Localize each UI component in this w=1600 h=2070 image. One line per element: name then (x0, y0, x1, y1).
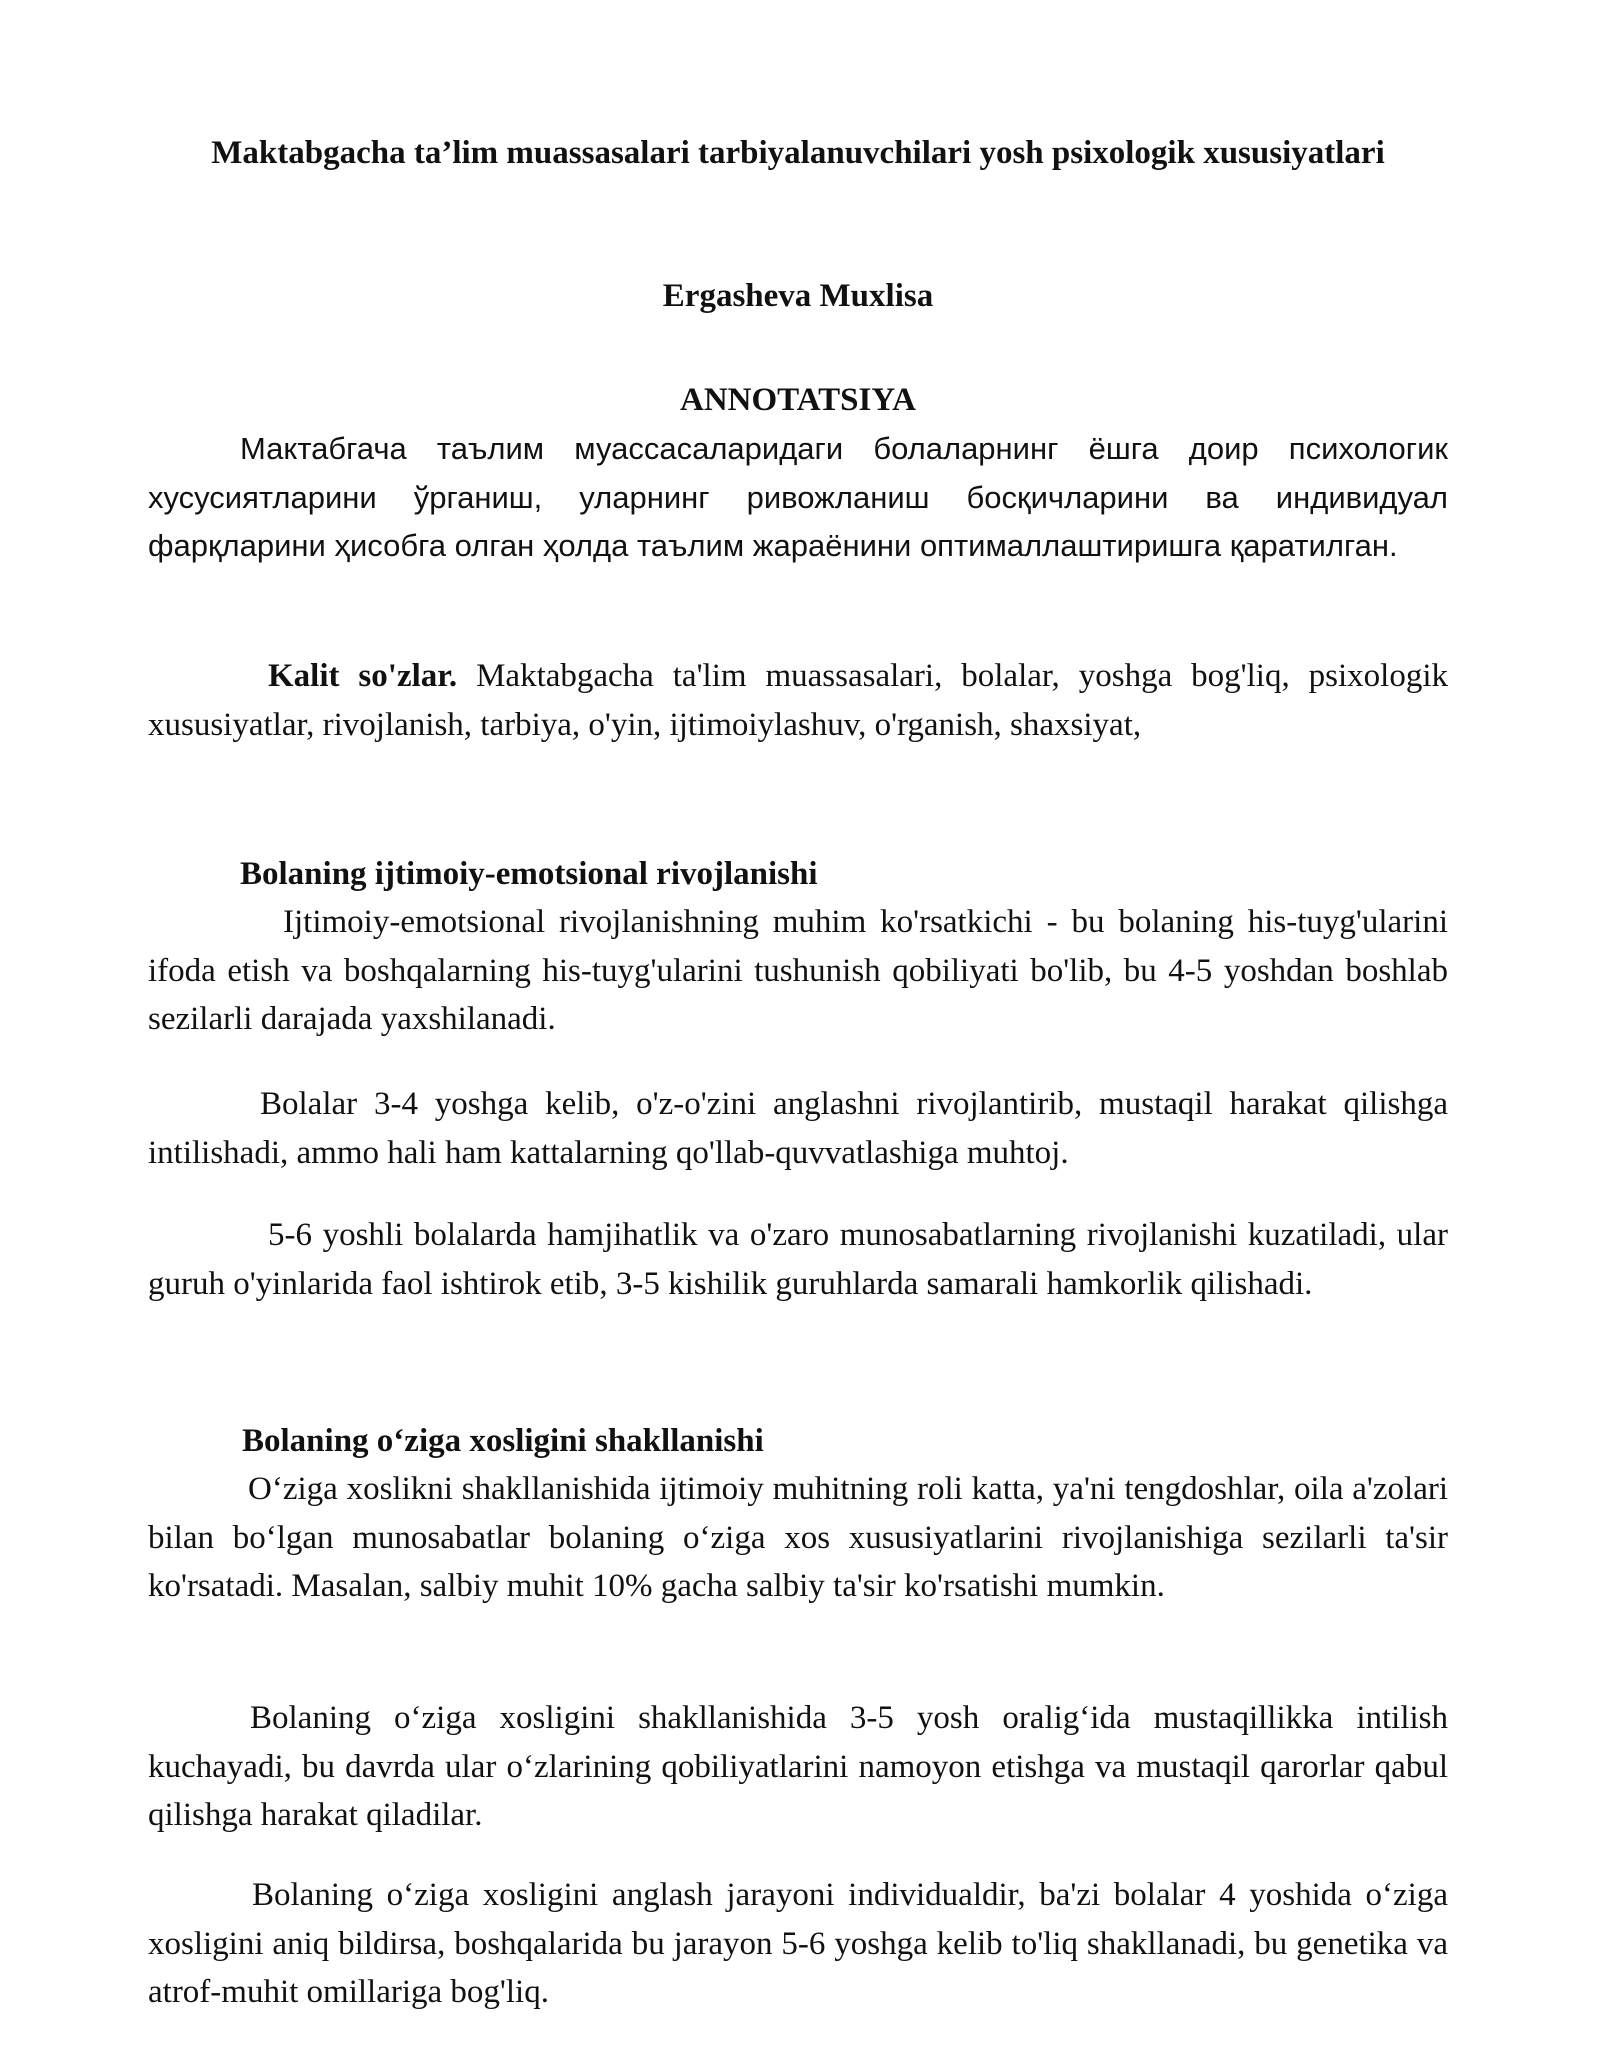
paragraph: Bolaning o‘ziga xosligini anglash jarayoni individualdir, ba'zi bolalar 4 yoshida o‘ziga xosligini aniq bildirsa, boshqalarida bu jarayon 5-6 yoshga kelib to'liq shakllanadi, bu genetika va atrof-muhit omillariga bog'liq. (148, 1877, 1448, 2010)
paragraph: Bolaning o‘ziga xosligini shakllanishida 3-5 yosh oralig‘ida mustaqillikka intilish kuchayadi, bu davrda ular o‘zlarining qobiliyatlarini namoyon etishga va mustaqil qarorlar qabul qilishga harakat qiladilar. (148, 1700, 1448, 1833)
paragraph: O‘ziga xoslikni shakllanishida ijtimoiy muhitning roli katta, ya'ni tengdoshlar, oila a'zolari bilan bo‘lgan munosabatlar bolaning o‘ziga xos xususiyatlarini rivojlanishiga sezilarli ta'sir ko'rsatadi. Masalan, salbiy muhit 10% gacha salbiy ta'sir ko'rsatishi mumkin. (148, 1471, 1448, 1604)
paragraph: Ijtimoiy-emotsional rivojlanishning muhim ko'rsatkichi - bu bolaning his-tuyg'ularini ifoda etish va boshqalarning his-tuyg'ularini tushunish qobiliyati bo'lib, bu 4-5 yoshdan boshlab sezilarli darajada yaxshilanadi. (148, 904, 1448, 1037)
section-heading-identity: Bolaning o‘ziga xosligini shakllanishi (242, 1423, 764, 1459)
document-title: Maktabgacha ta’lim muassasalari tarbiyalanuvchilari yosh psixologik xususiyatlari (211, 135, 1385, 171)
annotation-heading: ANNOTATSIYA (680, 382, 916, 418)
author-name: Ergasheva Muxlisa (662, 278, 934, 314)
paragraph: Bolalar 3-4 yoshga kelib, o'z-o'zini anglashni rivojlantirib, mustaqil harakat qilishga intilishadi, ammo hali ham kattalarning qo'llab-quvvatlashiga muhtoj. (148, 1086, 1448, 1171)
keywords-label: Kalit so'zlar. (268, 658, 458, 694)
annotation-text: Мактабгача таълим муассасаларидаги болаларнинг ёшга доир психологик хусусиятларини ўрганиш, уларнинг ривожланиш босқичларини ва индивидуал фарқларини ҳисобга олган ҳолда таълим жараёнини оптималлаштиришга қаратилган. (148, 431, 1448, 563)
section-heading-social-emotional: Bolaning ijtimoiy-emotsional rivojlanishi (240, 856, 818, 892)
keywords-paragraph (148, 652, 1448, 749)
paragraph: 5-6 yoshli bolalarda hamjihatlik va o'zaro munosabatlarning rivojlanishi kuzatiladi, ular guruh o'yinlarida faol ishtirok etib, 3-5 kishilik guruhlarda samarali hamkorlik qilishadi. (148, 1217, 1448, 1302)
keywords-text: Maktabgacha ta'lim muassasalari, bolalar, yoshga bog'liq, psixologik xususiyatlar, rivojlanish, tarbiya, o'yin, ijtimoiylashuv, o'rganish, shaxsiyat, (148, 658, 1448, 743)
